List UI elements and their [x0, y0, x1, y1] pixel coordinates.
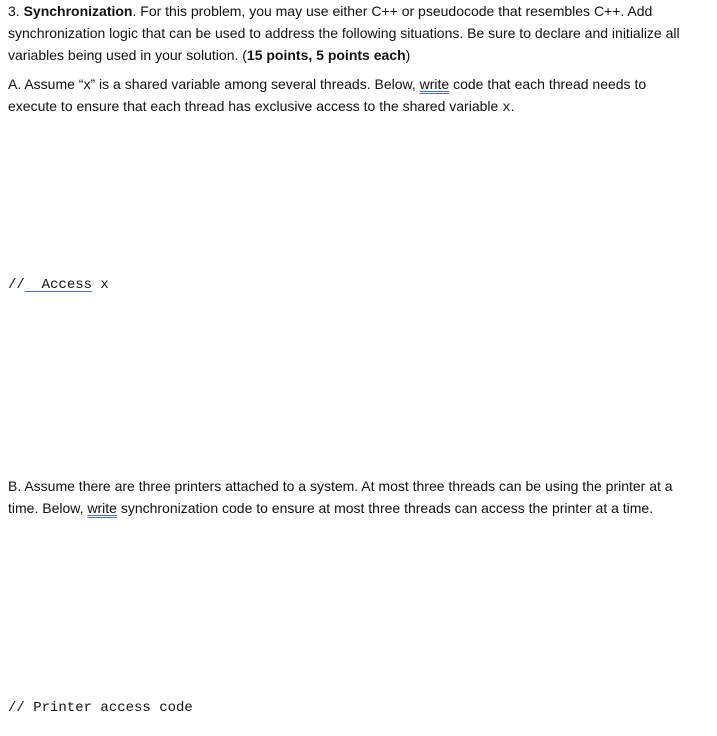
part-a-write-word: write — [419, 76, 450, 92]
part-a-end: . — [510, 98, 515, 114]
question-intro — [8, 0, 698, 66]
part-a-prompt — [8, 73, 698, 119]
part-a-code-comment — [8, 276, 109, 294]
intro-text: . For this problem, you may use either C++ or pseudocode that resembles C++. Add synchronization logic that can be used to address the following situations. Be sure to declare and initialize all variables being used in your solution. ( — [8, 3, 680, 63]
intro-close: ) — [405, 47, 411, 63]
question-number: 3. — [8, 3, 20, 19]
part-b-text-after: synchronization code to ensure at most three threads can access the printer at a time. — [116, 500, 654, 516]
part-a-code-suffix: x — [92, 277, 109, 293]
part-a-text-after: code that each thread needs to execute to ensure that each thread has exclusive access to the shared variable — [8, 76, 647, 114]
points-label: 15 points, 5 points each — [246, 47, 406, 63]
part-b-text-before: B. Assume there are three printers attached to a system. At most three threads can be using the printer at a time. Below, — [8, 478, 673, 516]
part-a-variable: x — [502, 100, 511, 116]
part-a-code-prefix: // — [8, 277, 25, 293]
question-heading: Synchronization — [23, 3, 133, 19]
part-a-code-blank: Access — [24, 277, 93, 293]
part-b-prompt — [8, 475, 698, 519]
part-b-write-word: write — [87, 500, 117, 516]
part-a-text-before: A. Assume “x” is a shared variable among several threads. Below, — [8, 76, 420, 92]
part-b-code-comment: // Printer access code — [8, 700, 193, 716]
